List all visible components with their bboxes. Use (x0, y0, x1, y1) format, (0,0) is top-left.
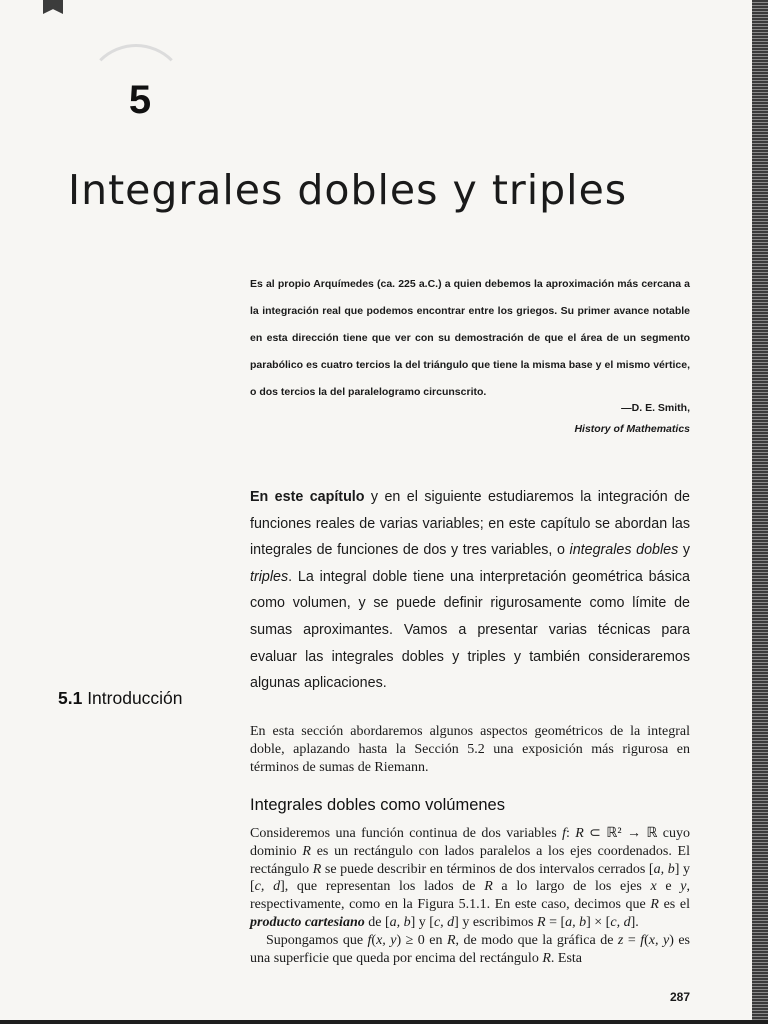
intro-text: y (678, 542, 690, 559)
body-text: : (565, 826, 576, 841)
section-heading (58, 688, 183, 709)
epigraph-author: —D. E. Smith, (621, 402, 690, 414)
chapter-intro-paragraph (250, 484, 690, 697)
body-text: = (623, 932, 641, 948)
body-text: . Esta (550, 950, 582, 966)
body-text: ], que representan los lados de (280, 879, 485, 895)
defined-term: producto cartesiano (250, 914, 365, 930)
intro-text: . La integral doble tiene una interpretación geométrica básica como volumen, y se puede definir rigurosamente como límite de sumas aproximantes. Vamos a presentar varias técnicas para evaluar las integrales dobles y triples y también consideraremos algunas aplicaciones. (250, 568, 690, 692)
body-text: ]. (630, 914, 639, 930)
body-text: ] y [ (410, 914, 434, 930)
math-symbol: x, y (376, 932, 397, 948)
body-text: Supongamos que (266, 932, 368, 948)
math-symbol: c, d (254, 879, 281, 895)
epigraph-source: History of Mathematics (574, 423, 690, 435)
chapter-title: Integrales dobles y triples (68, 166, 628, 214)
math-symbol: R (537, 914, 546, 930)
bookmark-icon[interactable] (43, 0, 63, 14)
body-text: es un rectángulo con lados paralelos a los ejes coordenados. El rectángulo (250, 843, 690, 877)
body-paragraph (250, 825, 690, 967)
book-bottom-edge (0, 1020, 768, 1024)
intro-text: y en el siguiente estudiaremos la integración de funciones reales de varias variables; en este capítulo se abordan las integrales de funciones de dos y tres variables, o (250, 489, 690, 559)
math-symbol: a, b (565, 914, 587, 930)
intro-emphasis: integrales dobles (569, 542, 679, 559)
body-text: e (656, 879, 681, 895)
intro-lead: En este capítulo (250, 489, 365, 505)
body-text: ] y [ (250, 861, 690, 895)
math-symbol: R (302, 843, 311, 859)
intro-emphasis: triples (250, 568, 289, 585)
math-symbol: R (484, 879, 493, 895)
body-text: ( (371, 932, 377, 948)
math-symbol: a, b (653, 861, 675, 877)
math-symbol: a, b (389, 914, 411, 930)
body-text: a lo largo de los ejes (492, 879, 651, 895)
math-symbol: R (575, 826, 584, 841)
body-text: Consideremos una función continua de dos variables (250, 826, 563, 841)
body-text: , de modo que la gráfica de (455, 932, 618, 948)
math-symbol: f (367, 932, 372, 948)
section-title: Introducción (82, 688, 183, 708)
body-text: , respectivamente, como en la Figura 5.1.1. En este caso, decimos que (250, 879, 691, 913)
math-symbol: f (562, 826, 566, 841)
body-text: es el (658, 897, 690, 913)
body-text: ] y escribimos (454, 914, 537, 930)
body-text: de [ (364, 914, 390, 930)
math-symbol: f (640, 932, 645, 948)
section-number: 5.1 (58, 688, 83, 708)
body-text: se puede describir en términos de dos intervalos cerrados [ (321, 861, 654, 877)
body-text: ) es una superficie que queda por encima del rectángulo (250, 932, 691, 966)
math-symbol: x, y (648, 932, 670, 948)
section-paragraph: En esta sección abordaremos algunos aspectos geométricos de la integral doble, aplazando hasta la Sección 5.2 una exposición más rigurosa en términos de sumas de Riemann. (250, 724, 690, 775)
math-symbol: R (650, 897, 659, 913)
math-symbol: R (446, 932, 456, 948)
math-symbol: c, d (610, 914, 631, 930)
body-text: ( (644, 932, 649, 948)
chapter-number: 5 (128, 78, 152, 122)
math-symbol: R (542, 950, 551, 966)
body-text: ) ≥ 0 en (396, 932, 447, 948)
math-symbol: z (617, 932, 624, 948)
body-text: = [ (545, 914, 566, 930)
epigraph-text: Es al propio Arquímedes (ca. 225 a.C.) a quien debemos la aproximación más cercana a la integración real que podemos encontrar entre los griegos. Su primer avance notable en esta dirección tiene que ver con su demostración de que el área de un segmento parabólico es cuatro tercios la del triángulo que tiene la misma base y el mismo vértice, o dos tercios la del paralelogramo circunscrito. (250, 278, 690, 398)
body-text: ] × [ (586, 914, 611, 930)
page-number: 287 (669, 990, 690, 1004)
math-symbol: y (680, 879, 687, 895)
subsection-heading: Integrales dobles como volúmenes (250, 796, 505, 814)
math-symbol: x (650, 879, 657, 895)
math-symbol: R (312, 861, 322, 877)
math-symbol: c, d (433, 914, 455, 930)
book-page-edges (752, 0, 768, 1024)
body-text: ⊂ ℝ² → ℝ cuyo dominio (250, 826, 690, 859)
